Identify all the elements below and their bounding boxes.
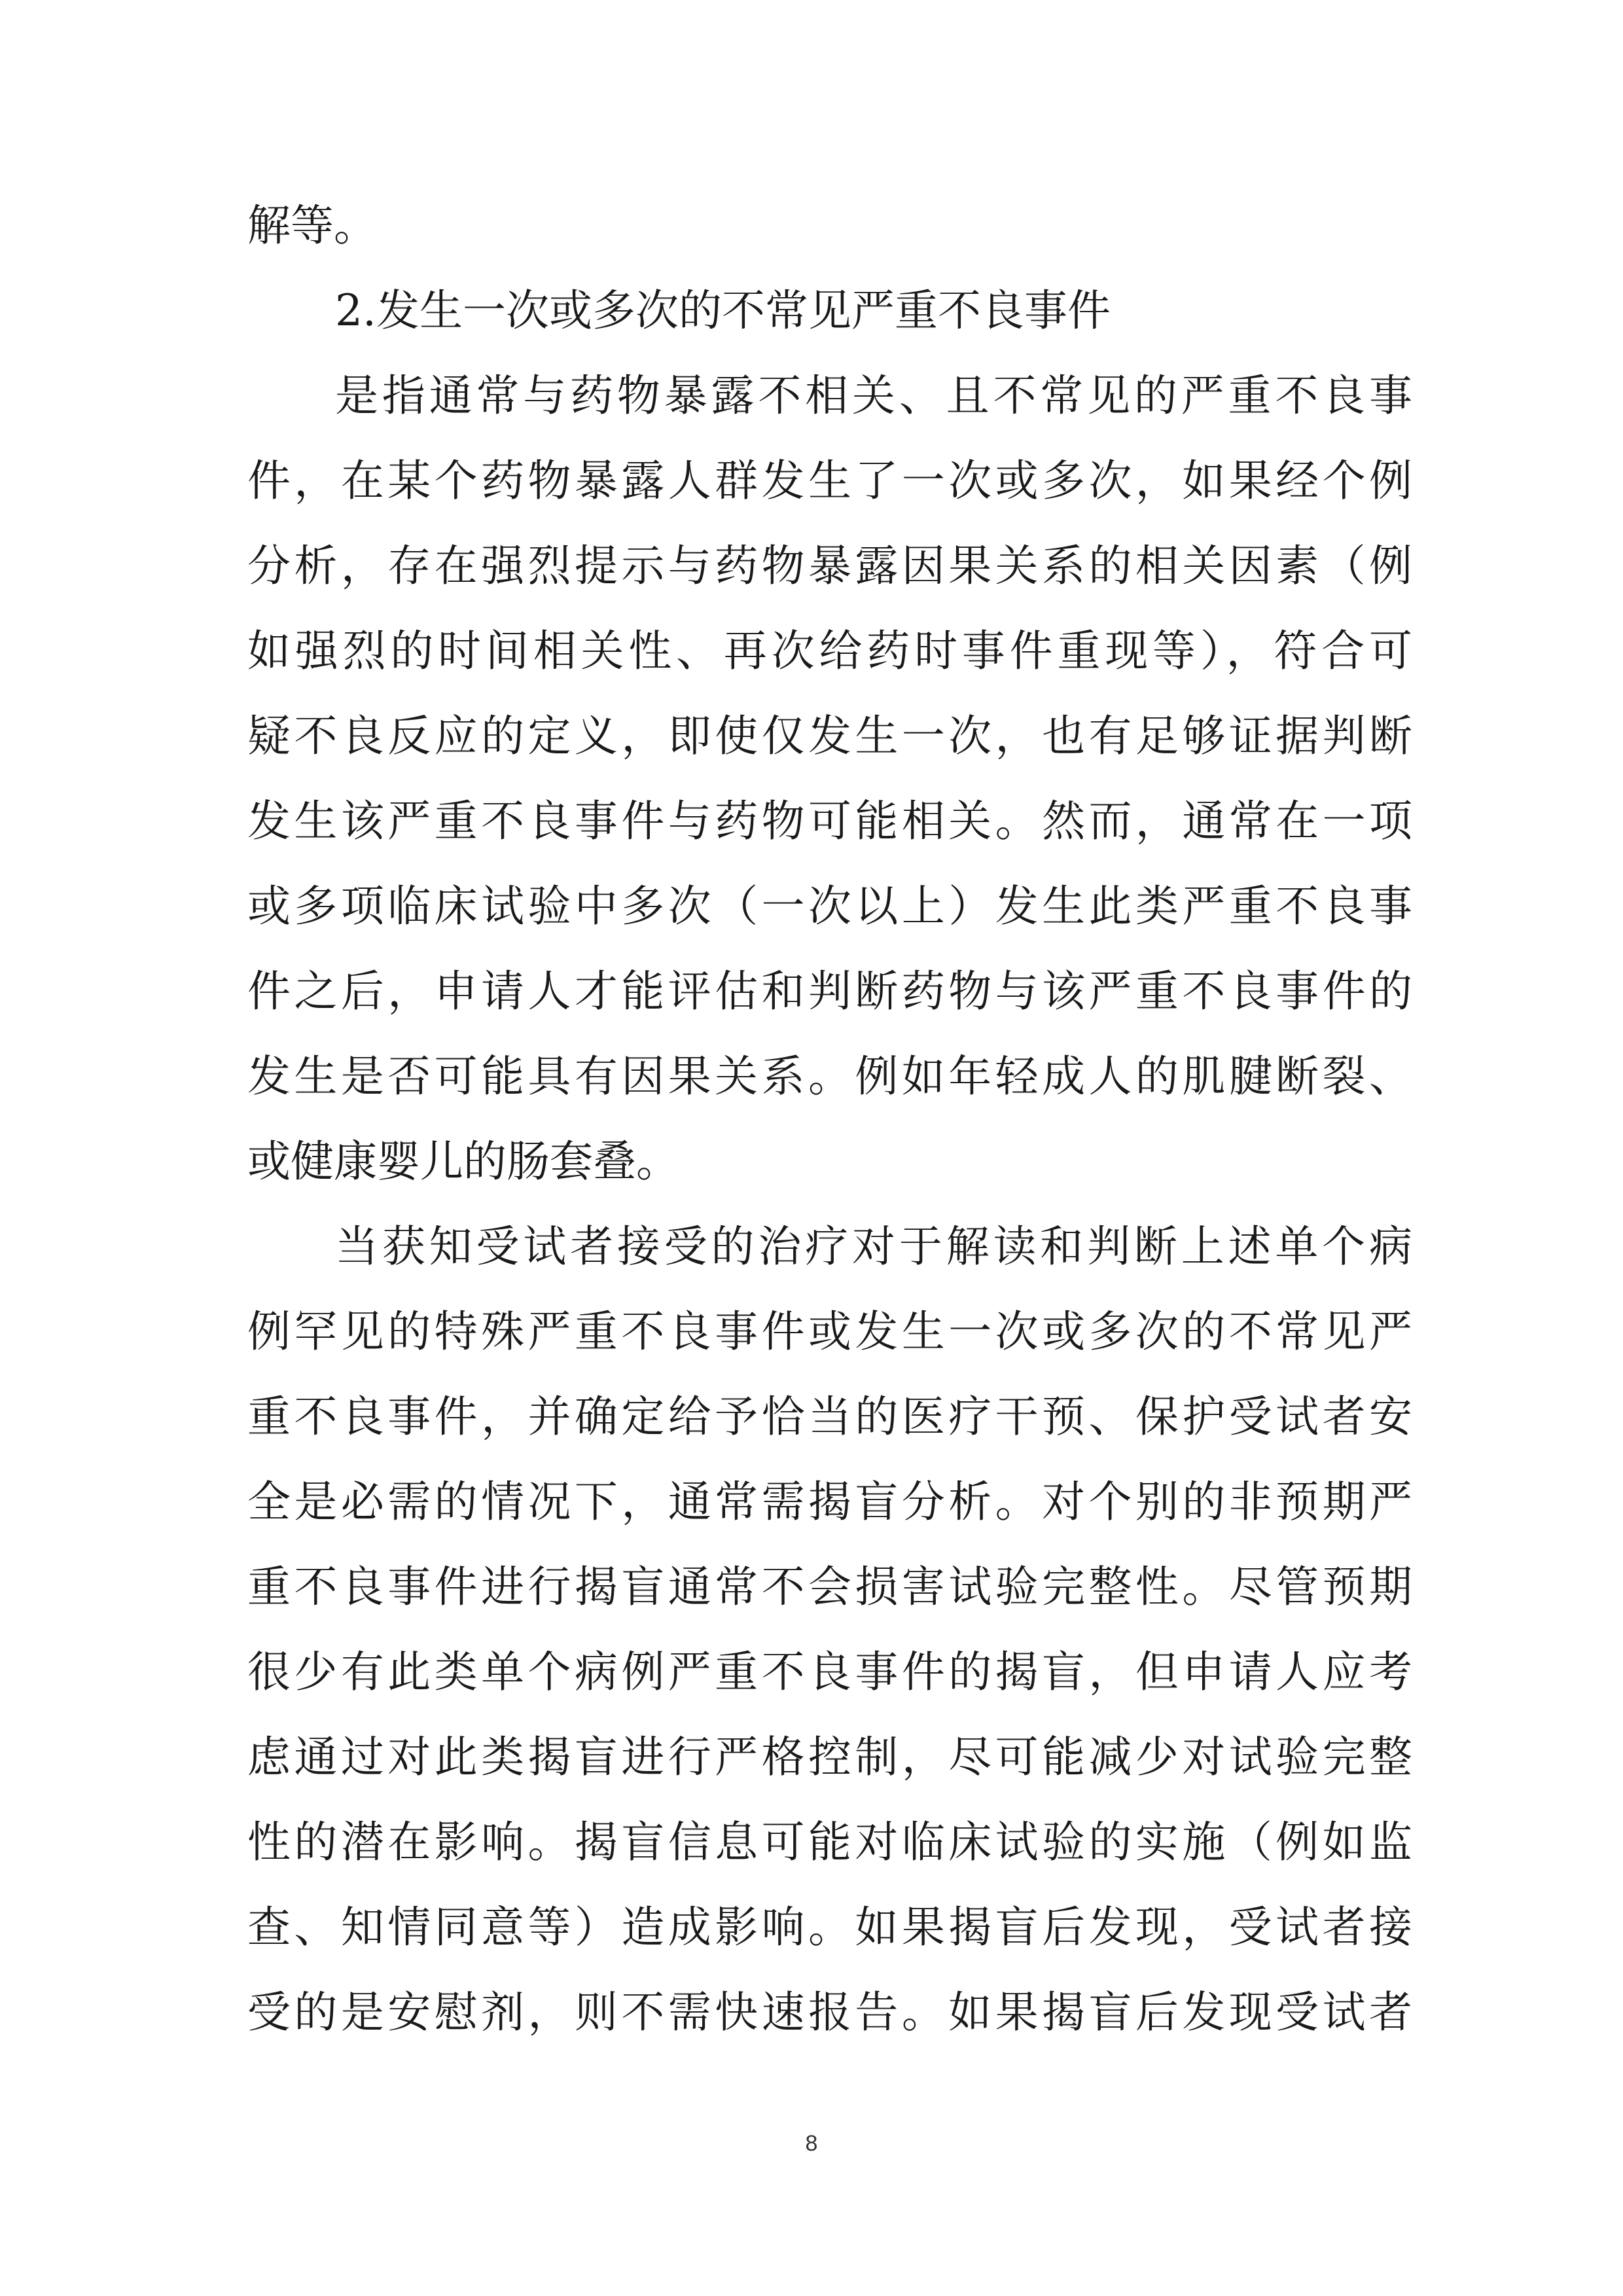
text-line: 疑不良反应的定义，即使仅发生一次，也有足够证据判断 xyxy=(247,711,1412,761)
text-line: 或健康婴儿的肠套叠。 xyxy=(247,1136,679,1187)
text-line: 虑通过对此类揭盲进行严格控制，尽可能减少对试验完整 xyxy=(247,1732,1412,1782)
text-line: 性的潜在影响。揭盲信息可能对临床试验的实施（例如监 xyxy=(247,1817,1412,1867)
text-line: 发生该严重不良事件与药物可能相关。然而，通常在一项 xyxy=(247,796,1412,846)
text-line: 例罕见的特殊严重不良事件或发生一次或多次的不常见严 xyxy=(247,1306,1412,1357)
text-line: 很少有此类单个病例严重不良事件的揭盲，但申请人应考 xyxy=(247,1647,1412,1697)
text-line: 重不良事件进行揭盲通常不会损害试验完整性。尽管预期 xyxy=(247,1562,1412,1612)
text-line: 解等。 xyxy=(247,200,377,251)
section-heading: 2.发生一次或多次的不常见严重不良事件 xyxy=(335,285,1111,336)
text-line: 如强烈的时间相关性、再次给药时事件重现等），符合可 xyxy=(247,626,1412,676)
text-line: 受的是安慰剂，则不需快速报告。如果揭盲后发现受试者 xyxy=(247,1987,1412,2037)
text-line: 是指通常与药物暴露不相关、且不常见的严重不良事 xyxy=(335,370,1412,421)
text-line: 发生是否可能具有因果关系。例如年轻成人的肌腱断裂、 xyxy=(247,1051,1412,1102)
text-line: 查、知情同意等）造成影响。如果揭盲后发现，受试者接 xyxy=(247,1902,1412,1952)
text-line: 分析，存在强烈提示与药物暴露因果关系的相关因素（例 xyxy=(247,541,1412,591)
text-line: 当获知受试者接受的治疗对于解读和判断上述单个病 xyxy=(335,1221,1412,1272)
text-line: 全是必需的情况下，通常需揭盲分析。对个别的非预期严 xyxy=(247,1477,1412,1527)
text-line: 件，在某个药物暴露人群发生了一次或多次，如果经个例 xyxy=(247,456,1412,506)
page-number: 8 xyxy=(805,2131,818,2156)
text-line: 重不良事件，并确定给予恰当的医疗干预、保护受试者安 xyxy=(247,1391,1412,1442)
text-line: 件之后，申请人才能评估和判断药物与该严重不良事件的 xyxy=(247,966,1412,1016)
text-line: 或多项临床试验中多次（一次以上）发生此类严重不良事 xyxy=(247,881,1412,931)
